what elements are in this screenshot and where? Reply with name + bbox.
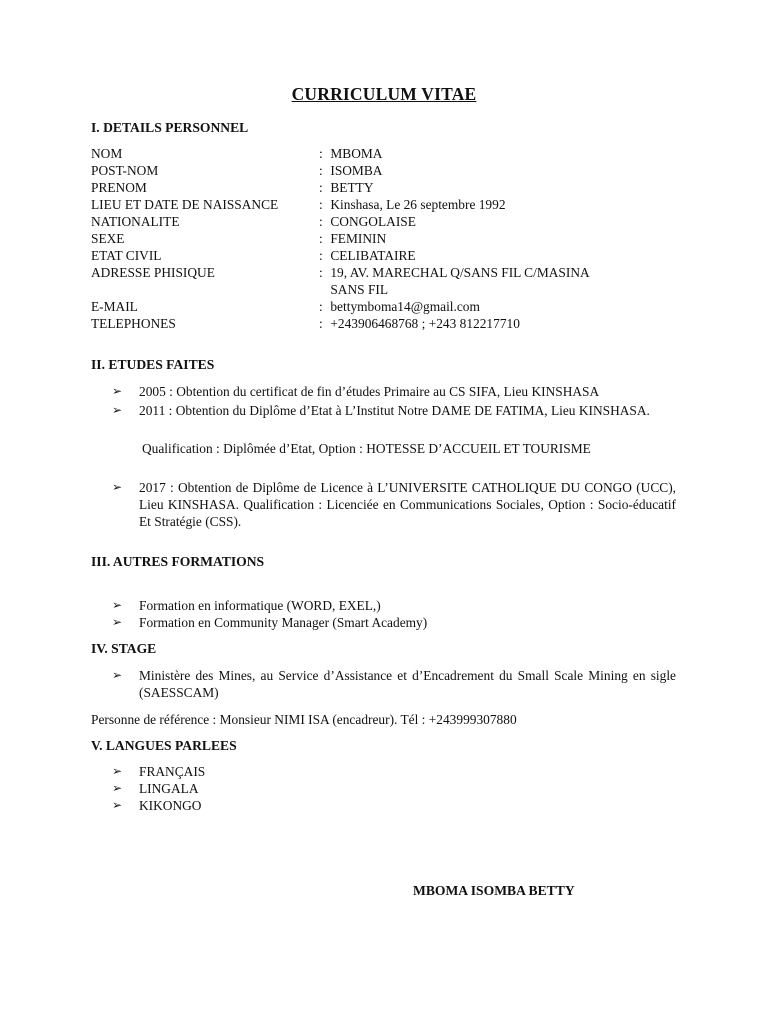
section-heading-internship: IV. STAGE (91, 641, 157, 656)
info-row-civil-status: ETAT CIVIL : CELIBATAIRE (91, 248, 416, 263)
internship-reference: Personne de référence : Monsieur NIMI ISA (encadreur). Tél : +243999307880 (91, 712, 517, 727)
list-item: ➢ Ministère des Mines, au Service d’Assistance et d’Encadrement du Small Scale Mining en sigle (SAESSCAM) (112, 668, 676, 700)
signature-name: MBOMA ISOMBA BETTY (413, 883, 575, 898)
arrow-bullet-icon: ➢ (112, 781, 123, 795)
info-value: Kinshasa, Le 26 septembre 1992 (330, 197, 506, 212)
info-value-continued: SANS FIL (330, 282, 389, 297)
info-label: SEXE (91, 231, 125, 246)
info-row-address-cont (91, 281, 691, 298)
list-item: ➢ 2011 : Obtention du Diplôme d’Etat à L’Institut Notre DAME DE FATIMA, Lieu KINSHASA. (112, 403, 650, 418)
info-row-email: E-MAIL : bettymboma14@gmail.com (91, 299, 480, 314)
info-label: ADRESSE PHISIQUE (91, 265, 215, 280)
info-label: POST-NOM (91, 163, 159, 178)
info-label: ETAT CIVIL (91, 248, 162, 263)
section-heading-studies: II. ETUDES FAITES (91, 357, 215, 372)
info-value: +243906468768 ; +243 812217710 (330, 316, 520, 331)
other-training-list (112, 597, 676, 631)
list-item: ➢ FRANÇAIS (112, 764, 206, 779)
info-value: BETTY (330, 180, 374, 195)
info-label: TELEPHONES (91, 316, 176, 331)
info-row-prenom: PRENOM : BETTY (91, 180, 374, 195)
list-item: ➢ Formation en Community Manager (Smart Academy) (112, 615, 428, 630)
section-heading-personal: I. DETAILS PERSONNEL (91, 120, 249, 135)
arrow-bullet-icon: ➢ (112, 615, 123, 629)
studies-qualification-note: Qualification : Diplômée d’Etat, Option : HOTESSE D’ACCUEIL ET TOURISME (142, 441, 591, 456)
info-value: 19, AV. MARECHAL Q/SANS FIL C/MASINA (330, 265, 590, 280)
section-heading-other-training: III. AUTRES FORMATIONS (91, 554, 265, 569)
info-value: ISOMBA (330, 163, 383, 178)
info-row-nom: NOM : MBOMA (91, 146, 383, 161)
document-title: CURRICULUM VITAE (291, 84, 477, 104)
languages-list (112, 763, 676, 814)
info-label: E-MAIL (91, 299, 138, 314)
studies-list-continued (112, 479, 676, 530)
info-label: LIEU ET DATE DE NAISSANCE (91, 197, 279, 212)
info-row-address: ADRESSE PHISIQUE : 19, AV. MARECHAL Q/SANS FIL C/MASINA (91, 265, 590, 280)
section-heading-languages: V. LANGUES PARLEES (91, 738, 237, 753)
list-item: ➢ 2005 : Obtention du certificat de fin d’études Primaire au CS SIFA, Lieu KINSHASA (112, 384, 600, 399)
arrow-bullet-icon: ➢ (112, 598, 123, 612)
list-item: ➢ LINGALA (112, 781, 199, 796)
arrow-bullet-icon: ➢ (112, 403, 123, 417)
info-value: CONGOLAISE (330, 214, 416, 229)
internship-list (112, 667, 676, 701)
arrow-bullet-icon: ➢ (112, 480, 123, 494)
arrow-bullet-icon: ➢ (112, 764, 123, 778)
info-value: CELIBATAIRE (330, 248, 416, 263)
info-value: FEMININ (330, 231, 387, 246)
info-row-birth: LIEU ET DATE DE NAISSANCE : Kinshasa, Le 26 septembre 1992 (91, 197, 506, 212)
personal-details-table (91, 145, 691, 332)
email-value: bettymboma14@gmail.com (330, 299, 480, 314)
list-item: ➢ 2017 : Obtention de Diplôme de Licence à L’UNIVERSITE CATHOLIQUE DU CONGO (UCC), Lieu KINSHASA. Qualification : Licenciée en Communications Sociales, Option : Socio-éducatif Et Stratégie (CSS). (112, 480, 676, 529)
info-row-sex: SEXE : FEMININ (91, 231, 387, 246)
info-label: PRENOM (91, 180, 147, 195)
info-label: NATIONALITE (91, 214, 180, 229)
info-label: NOM (91, 146, 123, 161)
arrow-bullet-icon: ➢ (112, 384, 123, 398)
info-row-phones: TELEPHONES : +243906468768 ; +243 812217710 (91, 316, 520, 331)
list-item: ➢ Formation en informatique (WORD, EXEL,) (112, 598, 381, 613)
list-item: ➢ KIKONGO (112, 798, 202, 813)
arrow-bullet-icon: ➢ (112, 798, 123, 812)
info-row-nationality: NATIONALITE : CONGOLAISE (91, 214, 416, 229)
info-value: MBOMA (330, 146, 383, 161)
arrow-bullet-icon: ➢ (112, 668, 123, 682)
studies-list (112, 383, 676, 419)
info-row-post-nom: POST-NOM : ISOMBA (91, 163, 383, 178)
